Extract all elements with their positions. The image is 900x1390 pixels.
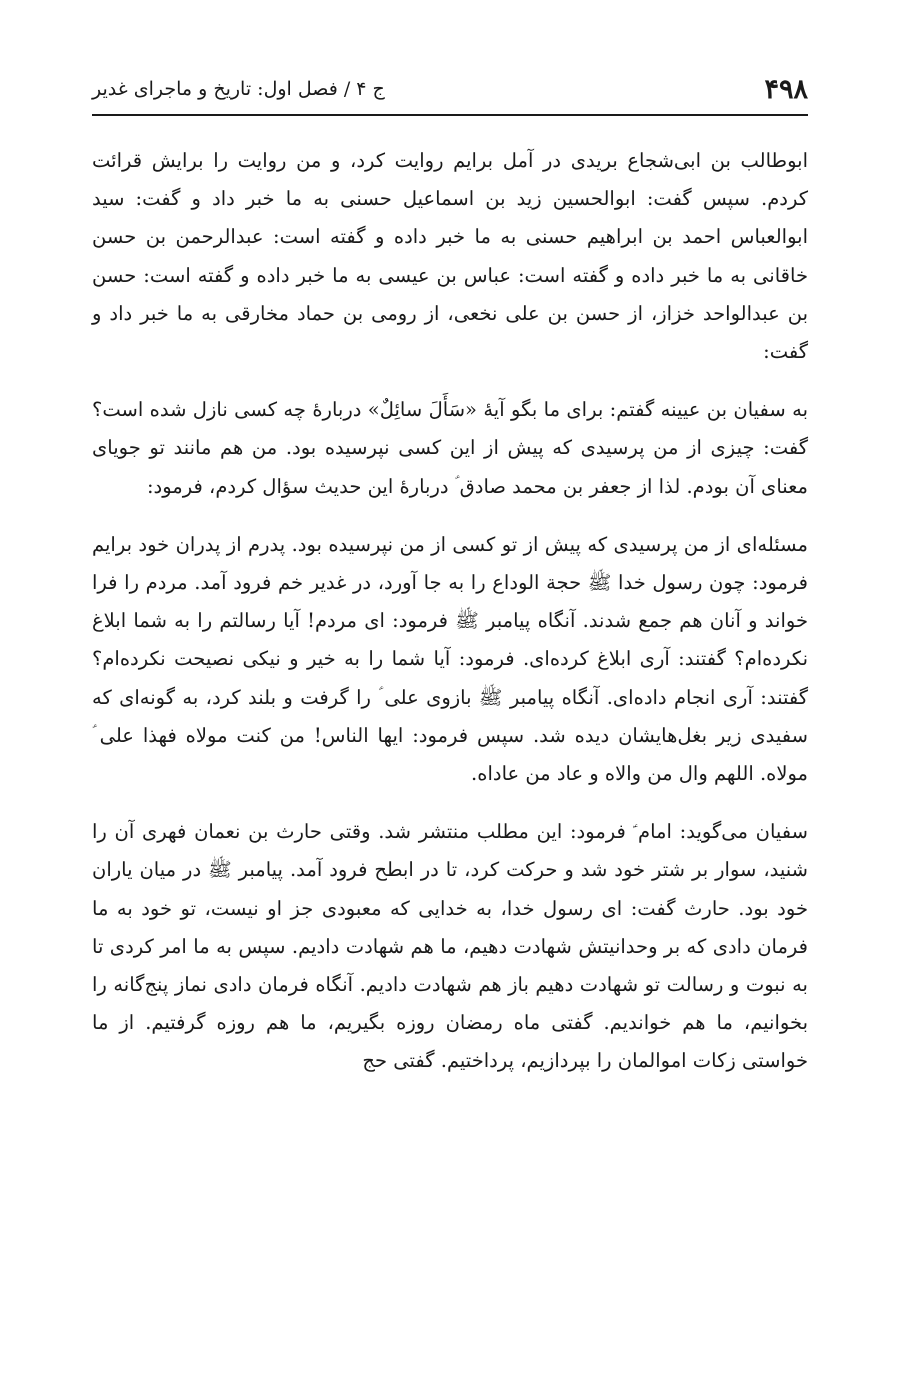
paragraph: سفیان می‌گوید: امام ؑ فرمود: این مطلب منتشر شد. وقتی حارث بن نعمان فهری آن را شنید، سوار بر شتر خود شد و حرکت کرد، تا در ابطح فرود آمد. پیامبر ﷺ در میان یاران خود بود. حارث گفت: ای رسول خدا، به خدایی که معبودی جز او نیست، تو خود به ما فرمان دادی که بر وحدانیتش شهادت دهیم، ما هم شهادت دادیم. سپس به ما امر کردی تا به نبوت و رسالت تو شهادت دهیم باز هم شهادت دادیم. آنگاه فرمان دادی نماز پنج‌گانه را بخوانیم، ما هم خواندیم. گفتی ماه رمضان روزه بگیریم، ما هم روزه گرفتیم. از ما خواستی زکات اموالمان را بپردازیم، پرداختیم. گفتی حج	[92, 820, 808, 1073]
paragraph: به سفیان بن عیینه گفتم: برای ما بگو آیهٔ «سَأَلَ سائِلٌ» دربارهٔ چه کسی نازل شده است؟ گفت: چیزی از من پرسیدی که پیش از این کسی نپرسیده بود. من هم مانند تو جویای معنای آن بودم. لذا از جعفر بن محمد صادق ؑ دربارهٔ این حدیث سؤال کردم، فرمود:	[92, 398, 808, 498]
page-number: ۴۹۸	[764, 73, 808, 105]
page-header	[92, 64, 808, 116]
page-body	[92, 142, 808, 1081]
paragraph: ابوطالب بن ابی‌شجاع بریدی در آمل برایم روایت کرد، و من روایت را برایش قرائت کردم. سپس گفت: ابوالحسین زید بن اسماعیل حسنی به ما خبر داد و گفت: سید ابوالعباس احمد بن ابراهیم حسنی به ما خبر داده و گفته است: عبدالرحمن بن حسن خاقانی به ما خبر داده و گفته است: عباس بن عیسی به ما خبر داده و گفته است: حسن بن عبدالواحد خزاز، از حسن بن علی نخعی، از رومی بن حماد مخارقی به ما خبر داد و گفت:	[92, 149, 808, 364]
paragraph: مسئله‌ای از من پرسیدی که پیش از تو کسی از من نپرسیده بود. پدرم از پدران خود برایم فرمود: چون رسول خدا ﷺ حجة الوداع را به جا آورد، در غدیر خم فرود آمد. مردم را فرا خواند و آنان هم جمع شدند. آنگاه پیامبر ﷺ فرمود: ای مردم! آیا رسالتم را به شما ابلاغ نکرده‌ام؟ گفتند: آری ابلاغ کرده‌ای. فرمود: آیا شما را به خیر و نیکی نصیحت نکرده‌ام؟ گفتند: آری انجام داده‌ای. آنگاه پیامبر ﷺ بازوی علی ؑ را گرفت و بلند کرد، به گونه‌ای که سفیدی زیر بغل‌هایشان دیده شد. سپس فرمود: ایها الناس! من کنت مولاه فهذا علی ؑ مولاه. اللهم وال من والاه و عاد من عاداه.	[92, 532, 808, 786]
running-title: ج ۴ / فصل اول: تاریخ و ماجرای غدیر	[92, 78, 385, 100]
